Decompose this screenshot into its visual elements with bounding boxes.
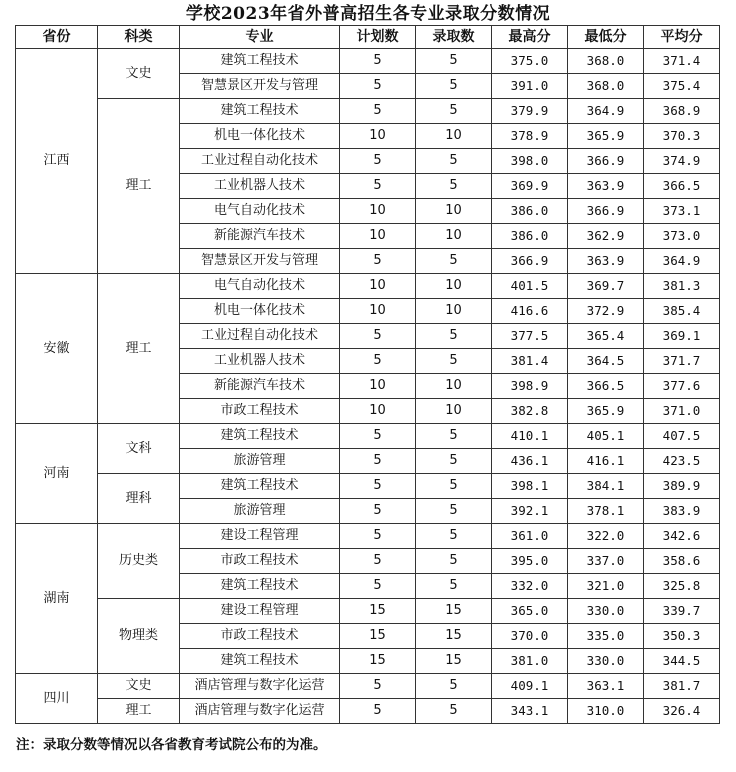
cell-category: 理工 bbox=[98, 699, 180, 724]
cell-min-score: 366.5 bbox=[568, 374, 644, 399]
cell-admitted-count: 5 bbox=[416, 74, 492, 99]
cell-admitted-count: 5 bbox=[416, 49, 492, 74]
cell-major: 建设工程管理 bbox=[180, 599, 340, 624]
cell-category: 理科 bbox=[98, 474, 180, 524]
cell-avg-score: 381.7 bbox=[644, 674, 720, 699]
cell-major: 旅游管理 bbox=[180, 499, 340, 524]
cell-plan-count: 10 bbox=[340, 124, 416, 149]
cell-admitted-count: 5 bbox=[416, 324, 492, 349]
cell-plan-count: 5 bbox=[340, 524, 416, 549]
cell-major: 电气自动化技术 bbox=[180, 199, 340, 224]
cell-avg-score: 342.6 bbox=[644, 524, 720, 549]
cell-plan-count: 5 bbox=[340, 149, 416, 174]
cell-avg-score: 326.4 bbox=[644, 699, 720, 724]
cell-admitted-count: 15 bbox=[416, 649, 492, 674]
table-row bbox=[16, 99, 720, 124]
cell-max-score: 398.0 bbox=[492, 149, 568, 174]
cell-admitted-count: 5 bbox=[416, 699, 492, 724]
cell-plan-count: 10 bbox=[340, 374, 416, 399]
cell-min-score: 364.9 bbox=[568, 99, 644, 124]
cell-plan-count: 5 bbox=[340, 349, 416, 374]
cell-avg-score: 381.3 bbox=[644, 274, 720, 299]
cell-plan-count: 5 bbox=[340, 499, 416, 524]
cell-max-score: 395.0 bbox=[492, 549, 568, 574]
cell-major: 工业机器人技术 bbox=[180, 349, 340, 374]
cell-min-score: 368.0 bbox=[568, 74, 644, 99]
cell-major: 新能源汽车技术 bbox=[180, 224, 340, 249]
cell-min-score: 363.9 bbox=[568, 249, 644, 274]
table-row bbox=[16, 599, 720, 624]
column-header: 计划数 bbox=[340, 26, 416, 49]
cell-admitted-count: 5 bbox=[416, 674, 492, 699]
cell-min-score: 365.4 bbox=[568, 324, 644, 349]
cell-admitted-count: 15 bbox=[416, 624, 492, 649]
cell-plan-count: 5 bbox=[340, 74, 416, 99]
cell-max-score: 398.9 bbox=[492, 374, 568, 399]
column-header: 专业 bbox=[180, 26, 340, 49]
cell-min-score: 366.9 bbox=[568, 199, 644, 224]
cell-max-score: 416.6 bbox=[492, 299, 568, 324]
cell-max-score: 382.8 bbox=[492, 399, 568, 424]
cell-avg-score: 344.5 bbox=[644, 649, 720, 674]
cell-major: 智慧景区开发与管理 bbox=[180, 249, 340, 274]
cell-max-score: 386.0 bbox=[492, 224, 568, 249]
cell-plan-count: 10 bbox=[340, 274, 416, 299]
cell-plan-count: 5 bbox=[340, 324, 416, 349]
cell-major: 建筑工程技术 bbox=[180, 474, 340, 499]
cell-avg-score: 383.9 bbox=[644, 499, 720, 524]
cell-plan-count: 15 bbox=[340, 624, 416, 649]
cell-category: 历史类 bbox=[98, 524, 180, 599]
cell-plan-count: 5 bbox=[340, 674, 416, 699]
cell-avg-score: 371.4 bbox=[644, 49, 720, 74]
cell-admitted-count: 10 bbox=[416, 199, 492, 224]
cell-min-score: 363.9 bbox=[568, 174, 644, 199]
cell-min-score: 364.5 bbox=[568, 349, 644, 374]
cell-plan-count: 5 bbox=[340, 249, 416, 274]
cell-major: 酒店管理与数字化运营 bbox=[180, 674, 340, 699]
cell-avg-score: 369.1 bbox=[644, 324, 720, 349]
cell-plan-count: 10 bbox=[340, 224, 416, 249]
cell-avg-score: 373.1 bbox=[644, 199, 720, 224]
cell-max-score: 391.0 bbox=[492, 74, 568, 99]
cell-avg-score: 377.6 bbox=[644, 374, 720, 399]
cell-min-score: 366.9 bbox=[568, 149, 644, 174]
cell-max-score: 379.9 bbox=[492, 99, 568, 124]
cell-category: 物理类 bbox=[98, 599, 180, 674]
cell-plan-count: 10 bbox=[340, 399, 416, 424]
cell-admitted-count: 10 bbox=[416, 274, 492, 299]
table-body bbox=[16, 49, 720, 724]
cell-min-score: 384.1 bbox=[568, 474, 644, 499]
cell-category: 文科 bbox=[98, 424, 180, 474]
cell-min-score: 337.0 bbox=[568, 549, 644, 574]
cell-max-score: 361.0 bbox=[492, 524, 568, 549]
cell-avg-score: 373.0 bbox=[644, 224, 720, 249]
cell-min-score: 365.9 bbox=[568, 399, 644, 424]
cell-category: 理工 bbox=[98, 274, 180, 424]
table-row bbox=[16, 674, 720, 699]
cell-min-score: 378.1 bbox=[568, 499, 644, 524]
cell-plan-count: 5 bbox=[340, 449, 416, 474]
cell-max-score: 378.9 bbox=[492, 124, 568, 149]
cell-max-score: 401.5 bbox=[492, 274, 568, 299]
column-header: 录取数 bbox=[416, 26, 492, 49]
cell-min-score: 405.1 bbox=[568, 424, 644, 449]
column-header: 最高分 bbox=[492, 26, 568, 49]
table-row bbox=[16, 424, 720, 449]
cell-plan-count: 10 bbox=[340, 299, 416, 324]
cell-max-score: 381.4 bbox=[492, 349, 568, 374]
cell-min-score: 335.0 bbox=[568, 624, 644, 649]
cell-max-score: 436.1 bbox=[492, 449, 568, 474]
cell-admitted-count: 5 bbox=[416, 174, 492, 199]
cell-avg-score: 364.9 bbox=[644, 249, 720, 274]
cell-major: 智慧景区开发与管理 bbox=[180, 74, 340, 99]
cell-max-score: 366.9 bbox=[492, 249, 568, 274]
cell-category: 理工 bbox=[98, 99, 180, 274]
cell-min-score: 363.1 bbox=[568, 674, 644, 699]
cell-major: 市政工程技术 bbox=[180, 624, 340, 649]
cell-max-score: 370.0 bbox=[492, 624, 568, 649]
table-row bbox=[16, 699, 720, 724]
page-title: 学校2023年省外普高招生各专业录取分数情况 bbox=[185, 4, 551, 24]
cell-major: 建筑工程技术 bbox=[180, 649, 340, 674]
cell-avg-score: 358.6 bbox=[644, 549, 720, 574]
cell-plan-count: 15 bbox=[340, 649, 416, 674]
cell-plan-count: 15 bbox=[340, 599, 416, 624]
cell-admitted-count: 15 bbox=[416, 599, 492, 624]
cell-major: 工业机器人技术 bbox=[180, 174, 340, 199]
cell-admitted-count: 5 bbox=[416, 524, 492, 549]
cell-major: 建设工程管理 bbox=[180, 524, 340, 549]
cell-avg-score: 370.3 bbox=[644, 124, 720, 149]
cell-province: 河南 bbox=[16, 424, 98, 524]
cell-avg-score: 339.7 bbox=[644, 599, 720, 624]
cell-min-score: 368.0 bbox=[568, 49, 644, 74]
cell-admitted-count: 10 bbox=[416, 224, 492, 249]
cell-max-score: 343.1 bbox=[492, 699, 568, 724]
cell-avg-score: 389.9 bbox=[644, 474, 720, 499]
table-row bbox=[16, 274, 720, 299]
cell-min-score: 362.9 bbox=[568, 224, 644, 249]
cell-province: 四川 bbox=[16, 674, 98, 724]
cell-min-score: 330.0 bbox=[568, 599, 644, 624]
cell-avg-score: 407.5 bbox=[644, 424, 720, 449]
cell-avg-score: 371.0 bbox=[644, 399, 720, 424]
cell-admitted-count: 5 bbox=[416, 349, 492, 374]
cell-max-score: 392.1 bbox=[492, 499, 568, 524]
column-header: 最低分 bbox=[568, 26, 644, 49]
cell-min-score: 369.7 bbox=[568, 274, 644, 299]
cell-avg-score: 374.9 bbox=[644, 149, 720, 174]
cell-max-score: 369.9 bbox=[492, 174, 568, 199]
cell-major: 工业过程自动化技术 bbox=[180, 149, 340, 174]
cell-max-score: 365.0 bbox=[492, 599, 568, 624]
cell-avg-score: 371.7 bbox=[644, 349, 720, 374]
admission-score-table bbox=[15, 25, 720, 724]
cell-plan-count: 5 bbox=[340, 699, 416, 724]
cell-plan-count: 5 bbox=[340, 549, 416, 574]
cell-max-score: 375.0 bbox=[492, 49, 568, 74]
cell-major: 建筑工程技术 bbox=[180, 574, 340, 599]
cell-major: 旅游管理 bbox=[180, 449, 340, 474]
cell-plan-count: 5 bbox=[340, 424, 416, 449]
table-row bbox=[16, 524, 720, 549]
column-header: 省份 bbox=[16, 26, 98, 49]
column-header: 科类 bbox=[98, 26, 180, 49]
cell-plan-count: 5 bbox=[340, 474, 416, 499]
cell-plan-count: 10 bbox=[340, 199, 416, 224]
cell-major: 建筑工程技术 bbox=[180, 49, 340, 74]
cell-max-score: 377.5 bbox=[492, 324, 568, 349]
cell-province: 江西 bbox=[16, 49, 98, 274]
cell-min-score: 372.9 bbox=[568, 299, 644, 324]
cell-admitted-count: 5 bbox=[416, 549, 492, 574]
cell-max-score: 381.0 bbox=[492, 649, 568, 674]
cell-avg-score: 385.4 bbox=[644, 299, 720, 324]
cell-plan-count: 5 bbox=[340, 49, 416, 74]
cell-admitted-count: 5 bbox=[416, 149, 492, 174]
cell-min-score: 365.9 bbox=[568, 124, 644, 149]
cell-plan-count: 5 bbox=[340, 174, 416, 199]
cell-plan-count: 5 bbox=[340, 99, 416, 124]
cell-major: 电气自动化技术 bbox=[180, 274, 340, 299]
cell-avg-score: 375.4 bbox=[644, 74, 720, 99]
cell-major: 机电一体化技术 bbox=[180, 299, 340, 324]
cell-admitted-count: 10 bbox=[416, 299, 492, 324]
cell-max-score: 409.1 bbox=[492, 674, 568, 699]
footnote: 注：录取分数等情况以各省教育考试院公布的为准。 bbox=[16, 737, 327, 753]
cell-admitted-count: 5 bbox=[416, 499, 492, 524]
table-header-row bbox=[16, 26, 720, 49]
column-header: 平均分 bbox=[644, 26, 720, 49]
cell-major: 新能源汽车技术 bbox=[180, 374, 340, 399]
cell-admitted-count: 5 bbox=[416, 449, 492, 474]
cell-avg-score: 350.3 bbox=[644, 624, 720, 649]
cell-major: 市政工程技术 bbox=[180, 549, 340, 574]
cell-avg-score: 423.5 bbox=[644, 449, 720, 474]
cell-admitted-count: 5 bbox=[416, 99, 492, 124]
table-row bbox=[16, 474, 720, 499]
cell-max-score: 332.0 bbox=[492, 574, 568, 599]
cell-avg-score: 366.5 bbox=[644, 174, 720, 199]
cell-category: 文史 bbox=[98, 49, 180, 99]
cell-major: 建筑工程技术 bbox=[180, 99, 340, 124]
cell-min-score: 310.0 bbox=[568, 699, 644, 724]
cell-admitted-count: 5 bbox=[416, 574, 492, 599]
cell-min-score: 322.0 bbox=[568, 524, 644, 549]
cell-major: 工业过程自动化技术 bbox=[180, 324, 340, 349]
cell-province: 湖南 bbox=[16, 524, 98, 674]
cell-min-score: 330.0 bbox=[568, 649, 644, 674]
cell-major: 机电一体化技术 bbox=[180, 124, 340, 149]
cell-admitted-count: 5 bbox=[416, 249, 492, 274]
cell-admitted-count: 5 bbox=[416, 424, 492, 449]
cell-max-score: 398.1 bbox=[492, 474, 568, 499]
cell-major: 酒店管理与数字化运营 bbox=[180, 699, 340, 724]
cell-max-score: 410.1 bbox=[492, 424, 568, 449]
cell-plan-count: 5 bbox=[340, 574, 416, 599]
cell-major: 建筑工程技术 bbox=[180, 424, 340, 449]
cell-admitted-count: 5 bbox=[416, 474, 492, 499]
cell-admitted-count: 10 bbox=[416, 399, 492, 424]
cell-major: 市政工程技术 bbox=[180, 399, 340, 424]
table-row bbox=[16, 49, 720, 74]
cell-province: 安徽 bbox=[16, 274, 98, 424]
cell-min-score: 416.1 bbox=[568, 449, 644, 474]
cell-min-score: 321.0 bbox=[568, 574, 644, 599]
cell-admitted-count: 10 bbox=[416, 124, 492, 149]
cell-max-score: 386.0 bbox=[492, 199, 568, 224]
cell-avg-score: 368.9 bbox=[644, 99, 720, 124]
cell-category: 文史 bbox=[98, 674, 180, 699]
cell-admitted-count: 10 bbox=[416, 374, 492, 399]
cell-avg-score: 325.8 bbox=[644, 574, 720, 599]
